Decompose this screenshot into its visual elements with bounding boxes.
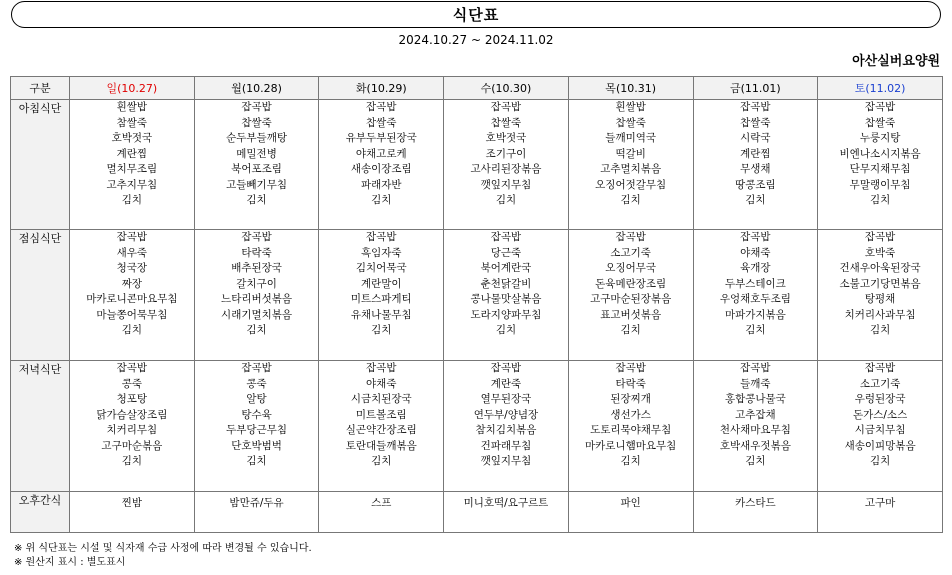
meal-item: 김치	[495, 194, 517, 206]
meal-item: 청국장	[116, 262, 148, 274]
meal-item: 잡곡밥	[241, 231, 272, 243]
meal-rows	[11, 100, 943, 533]
day-header	[693, 77, 818, 100]
meal-item: 돈가스/소스	[852, 408, 908, 421]
meal-item: 고구마순된장볶음	[590, 293, 672, 305]
meal-item: 시락국	[740, 132, 771, 144]
meal-item: 흰쌀밥	[615, 101, 646, 113]
meal-item: 잡곡밥	[864, 362, 896, 374]
menu-title-box	[11, 1, 941, 28]
meal-cell	[70, 230, 195, 361]
day-header	[818, 77, 943, 100]
meal-item: 메밀전병	[236, 147, 277, 160]
meal-item: 마카로니콘마요무침	[86, 293, 178, 305]
meal-item: 계란말이	[360, 277, 402, 290]
day-header	[319, 77, 444, 100]
meal-item: 두부당근무침	[226, 424, 287, 436]
footnote: ※ 원산지 표시 : 별도표시	[14, 557, 126, 568]
meal-item: 짜장	[121, 277, 142, 290]
meal-item: 찹쌀죽	[864, 116, 896, 129]
meal-item: 당근죽	[490, 246, 522, 259]
meal-item: 잡곡밥	[116, 362, 148, 374]
day-name: 토	[854, 82, 866, 95]
meal-item: 치커리무침	[106, 424, 158, 436]
footnote: ※ 위 식단표는 시설 및 식자재 수급 사정에 따라 변경될 수 있습니다.	[14, 543, 312, 554]
meal-cell	[444, 361, 569, 492]
meal-item: 탕평채	[864, 293, 896, 305]
meal-cell	[319, 100, 444, 230]
meal-item: 깻잎지무침	[480, 178, 532, 191]
meal-item: 계란죽	[490, 377, 522, 390]
meal-item: 새우죽	[116, 246, 148, 259]
meal-item: 토란대들깨볶음	[345, 439, 417, 452]
meal-category-label: 저녁식단	[11, 361, 70, 492]
meal-item: 잡곡밥	[490, 101, 522, 113]
meal-item: 갈치구이	[236, 277, 277, 290]
meal-item: 열무된장국	[480, 393, 532, 405]
day-name: 일	[106, 82, 118, 95]
meal-item: 오징어무국	[605, 262, 657, 274]
meal-item: 천사채마요무침	[719, 424, 791, 436]
meal-item: 김치	[121, 194, 142, 206]
meal-item: 도토리묵야채무침	[590, 424, 672, 436]
meal-item: 단무지채무침	[849, 163, 911, 175]
meal-cell	[693, 230, 818, 361]
meal-item: 들깨죽	[740, 377, 771, 390]
meal-item: 김치	[620, 455, 641, 467]
meal-item: 김치	[371, 194, 392, 206]
meal-cell	[693, 361, 818, 492]
meal-item: 김치	[620, 194, 641, 206]
snack-cell: 미니호떡/요구르트	[444, 492, 569, 533]
meal-item: 시래기멸치볶음	[221, 308, 293, 321]
meal-item: 멸치무조림	[106, 163, 158, 175]
meal-item: 김치	[121, 324, 142, 336]
meal-item: 고구마순볶음	[101, 439, 163, 452]
meal-item: 느타리버섯볶음	[221, 293, 293, 305]
meal-item: 찹쌀죽	[740, 116, 771, 129]
meal-item: 건파래무침	[480, 439, 532, 452]
meal-item: 마늘쫑어묵무침	[96, 308, 168, 321]
day-header	[444, 77, 569, 100]
meal-item: 잡곡밥	[241, 101, 272, 113]
meal-item: 타락죽	[615, 377, 646, 390]
meal-cell	[818, 230, 943, 361]
meal-item: 흰쌀밥	[116, 101, 148, 113]
meal-item: 잡곡밥	[366, 362, 397, 374]
meal-item: 연두부/양념장	[473, 408, 539, 421]
meal-cell	[444, 230, 569, 361]
meal-item: 김치	[869, 194, 891, 206]
meal-item: 된장찌개	[610, 393, 651, 405]
meal-item: 참쌀죽	[116, 116, 148, 129]
meal-item: 김치	[745, 324, 766, 336]
meal-item: 타락죽	[241, 246, 272, 259]
meal-item: 잡곡밥	[366, 101, 397, 113]
meal-item: 깻잎지무침	[480, 455, 532, 467]
meal-cell	[194, 230, 319, 361]
meal-item: 무말랭이무침	[849, 178, 911, 191]
meal-item: 콩죽	[121, 377, 142, 390]
meal-item: 호박새우젓볶음	[719, 439, 791, 452]
meal-item: 단호박범벅	[231, 439, 282, 452]
meal-item: 소불고기당면볶음	[839, 277, 921, 290]
meal-item: 김치	[495, 324, 517, 336]
meal-item: 찹쌀죽	[490, 116, 522, 129]
meal-item: 계란찜	[116, 147, 148, 160]
meal-item: 도라지양파무침	[470, 308, 542, 321]
meal-cell	[568, 361, 693, 492]
meal-item: 김치	[246, 194, 267, 206]
meal-item: 호박젓국	[111, 132, 153, 144]
meal-item: 새송이피망볶음	[844, 439, 916, 452]
meal-item: 순두부들깨탕	[226, 132, 287, 144]
day-header	[194, 77, 319, 100]
meal-item: 김치	[869, 324, 891, 336]
meal-item: 잡곡밥	[116, 231, 148, 243]
snack-cell: 카스타드	[693, 492, 818, 533]
day-date: (11.01)	[740, 82, 781, 95]
meal-category-label: 점심식단	[11, 230, 70, 361]
day-date: (11.02)	[865, 82, 906, 95]
day-date: (10.27)	[117, 82, 158, 95]
meal-item: 콩나물맛살볶음	[470, 293, 542, 305]
meal-item: 오징어젓갈무침	[595, 178, 667, 191]
meal-item: 계란찜	[740, 147, 771, 160]
meal-item: 잡곡밥	[740, 362, 771, 374]
meal-item: 호박젓국	[485, 132, 527, 144]
meal-cell	[70, 100, 195, 230]
meal-cell	[818, 361, 943, 492]
meal-item: 야채고로케	[355, 147, 407, 160]
day-header	[568, 77, 693, 100]
snack-cell: 고구마	[818, 492, 943, 533]
snack-cell: 스프	[319, 492, 444, 533]
meal-item: 건새우아욱된장국	[839, 262, 921, 274]
day-name: 금	[730, 82, 741, 95]
day-date: (10.30)	[491, 82, 532, 95]
meal-cell	[319, 361, 444, 492]
meal-cell	[70, 361, 195, 492]
day-name: 목	[605, 82, 616, 95]
meal-item: 우렁된장국	[854, 393, 906, 405]
meal-item: 마파가지볶음	[724, 308, 786, 321]
meal-item: 춘천닭갈비	[480, 277, 532, 290]
meal-item: 잡곡밥	[740, 101, 771, 113]
meal-item: 김치	[745, 455, 766, 467]
header-row	[11, 77, 943, 100]
meal-item: 치커리사과무침	[844, 308, 916, 321]
meal-item: 고추잡채	[735, 408, 776, 421]
meal-item: 실곤약간장조림	[345, 424, 417, 436]
meal-item: 닭가슴살장조림	[96, 408, 168, 421]
meal-item: 김치	[371, 324, 392, 336]
meal-item: 마카로니햄마요무침	[585, 439, 677, 452]
meal-item: 유부두부된장국	[345, 132, 417, 144]
snack-cell: 찐밤	[70, 492, 195, 533]
meal-cell	[693, 100, 818, 230]
meal-item: 무생채	[740, 163, 771, 175]
meal-item: 소고기죽	[610, 246, 651, 259]
meal-item: 흑임자죽	[360, 246, 402, 259]
snack-cell: 밤만쥬/두유	[194, 492, 319, 533]
meal-item: 김치	[246, 324, 267, 336]
meal-item: 찹쌀죽	[366, 116, 397, 129]
meal-item: 참치김치볶음	[475, 424, 537, 436]
meal-item: 파래자반	[360, 178, 402, 191]
meal-cell	[319, 230, 444, 361]
date-range: 2024.10.27 ~ 2024.11.02	[398, 33, 554, 47]
meal-item: 야채죽	[740, 246, 771, 259]
meal-item: 표고버섯볶음	[600, 308, 662, 321]
meal-item: 유채나물무침	[350, 308, 412, 321]
meal-item: 야채죽	[366, 377, 397, 390]
meal-item: 떡갈비	[615, 147, 646, 160]
meal-item: 홍합콩나물국	[724, 393, 786, 405]
meal-item: 미트스파게티	[350, 293, 412, 305]
footnotes	[14, 542, 312, 570]
meal-item: 찹쌀죽	[241, 116, 272, 129]
meal-item: 청포탕	[116, 393, 148, 405]
day-date: (10.31)	[615, 82, 657, 95]
meal-cell	[194, 361, 319, 492]
meal-item: 잡곡밥	[615, 231, 646, 243]
snack-cell: 파인	[568, 492, 693, 533]
meal-item: 고들빼기무침	[226, 178, 287, 191]
meal-row	[11, 100, 943, 230]
meal-item: 누룽지탕	[859, 132, 901, 144]
snack-category-label: 오후간식	[11, 492, 70, 533]
meal-item: 고추지무침	[106, 178, 158, 191]
meal-item: 김치어묵국	[355, 262, 407, 274]
day-name: 월	[231, 82, 242, 95]
meal-item: 김치	[869, 455, 891, 467]
meal-item: 김치	[620, 324, 641, 336]
meal-item: 잡곡밥	[366, 231, 397, 243]
meal-item: 땅콩조림	[735, 178, 776, 191]
meal-item: 고추멸치볶음	[600, 163, 662, 175]
facility-name: 아산실버요양원	[852, 54, 940, 69]
day-header	[70, 77, 195, 100]
meal-item: 잡곡밥	[864, 101, 896, 113]
meal-item: 잡곡밥	[864, 231, 896, 243]
meal-row	[11, 230, 943, 361]
meal-cell	[568, 230, 693, 361]
meal-item: 육개장	[740, 262, 771, 274]
meal-cell	[194, 100, 319, 230]
snack-row	[11, 492, 943, 533]
meal-item: 알탕	[246, 393, 267, 405]
meal-item: 잡곡밥	[490, 231, 522, 243]
meal-item: 들깨미역국	[605, 132, 657, 144]
meal-item: 찹쌀죽	[615, 116, 646, 129]
meal-item: 콩죽	[246, 377, 267, 390]
meal-item: 소고기죽	[859, 377, 901, 390]
meal-item: 탕수육	[241, 408, 272, 421]
meal-item: 김치	[371, 455, 392, 467]
meal-category-label: 아침식단	[11, 100, 70, 230]
meal-item: 배추된장국	[231, 262, 282, 274]
meal-item: 시금치무침	[854, 424, 906, 436]
meal-table	[10, 76, 943, 533]
page-title: 식단표	[452, 6, 500, 24]
meal-item: 김치	[246, 455, 267, 467]
meal-item: 조기구이	[485, 147, 527, 160]
category-header: 구분	[11, 77, 70, 100]
meal-item: 돈육메란장조림	[595, 277, 667, 290]
day-date: (10.28)	[241, 82, 282, 95]
meal-item: 북어계란국	[480, 262, 532, 274]
meal-item: 생선가스	[610, 408, 651, 421]
meal-cell	[568, 100, 693, 230]
meal-item: 잡곡밥	[615, 362, 646, 374]
meal-cell	[444, 100, 569, 230]
meal-item: 새송이장조림	[350, 163, 412, 175]
day-name: 화	[355, 82, 367, 95]
meal-item: 우엉채호두조림	[719, 293, 791, 305]
meal-item: 잡곡밥	[241, 362, 272, 374]
day-date: (10.29)	[366, 82, 407, 95]
meal-item: 김치	[121, 455, 142, 467]
meal-item: 김치	[745, 194, 766, 206]
meal-cell	[818, 100, 943, 230]
meal-row	[11, 361, 943, 492]
meal-item: 북어포조림	[231, 163, 282, 175]
meal-item: 고사리된장볶음	[470, 163, 542, 175]
meal-item: 미트볼조림	[355, 408, 407, 421]
day-name: 수	[480, 82, 492, 95]
meal-item: 두부스테이크	[724, 277, 786, 290]
meal-item: 비엔나소시지볶음	[839, 147, 921, 160]
meal-item: 잡곡밥	[740, 231, 771, 243]
meal-item: 호박죽	[864, 246, 896, 259]
meal-item: 시금치된장국	[350, 393, 412, 405]
meal-item: 잡곡밥	[490, 362, 522, 374]
